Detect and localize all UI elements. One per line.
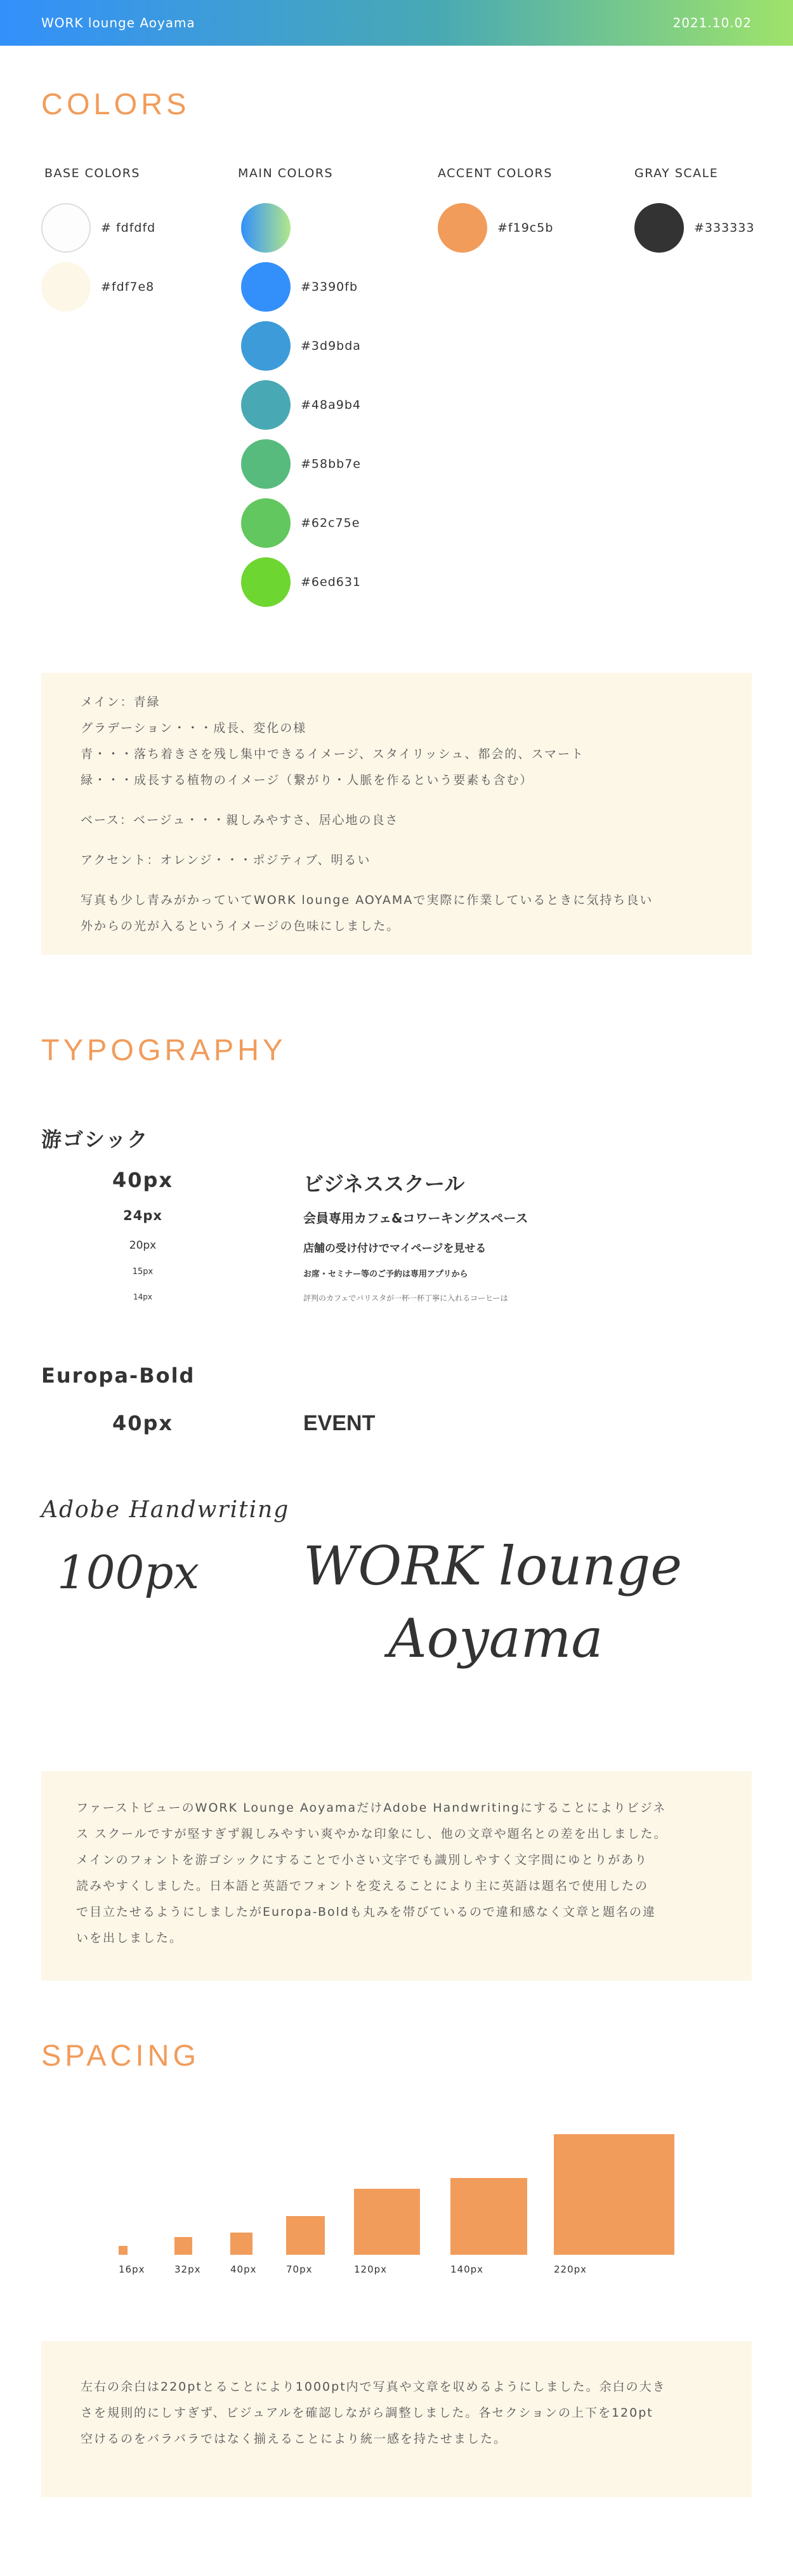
note-line: 緑・・・成長する植物のイメージ（繋がり・人脈を作るという要素も含む） [81,773,534,787]
handwriting-size-label: 100px [57,1546,200,1599]
size-label-15: 15px [132,1267,154,1277]
color-circle [241,439,291,489]
color-circle [41,262,91,312]
spacing-square-70px [286,2216,325,2255]
header-title: WORK lounge Aoyama [41,15,195,30]
spacing-square-220px [554,2134,674,2255]
color-circle [241,262,291,312]
note-line: さを規則的にしすぎず、ビジュアルを確認しながら調整しました。各セクションの上下を120pt [81,2406,653,2420]
color-circle [241,380,291,430]
color-circle [241,557,291,607]
color-hex-label: #f19c5b [497,221,554,235]
europa-sample: EVENT [303,1411,376,1435]
handwriting-sample-line1: WORK lounge [303,1535,683,1597]
main-swatch-2 [241,321,361,371]
sample-14px: 評判のカフェでバリスタが一杯一杯丁寧に入れるコーヒーは [303,1294,508,1303]
size-label-40: 40px [112,1168,174,1192]
accent-swatch [438,203,553,253]
note-line: ス スクールですが堅すぎず親しみやすい爽やかな印象にし、他の文章や題名との差を出しました。 [76,1827,667,1841]
base-swatch-1 [41,203,155,253]
spacing-label: 220px [554,2264,587,2275]
color-hex-label: #48a9b4 [301,398,361,412]
size-label-24: 24px [123,1208,162,1223]
color-hex-label: #333333 [694,221,755,235]
spacing-note-box [41,2341,752,2497]
handwriting-sample-line2: Aoyama [388,1607,603,1670]
note-line: 青・・・落ち着きさを残し集中できるイメージ、スタイリッシュ、都会的、スマート [81,747,585,761]
yu-gothic-heading: 游ゴシック [41,1127,149,1152]
size-label-14: 14px [133,1292,152,1301]
note-line: 読みやすくしました。日本語と英語でフォントを変えることにより主に英語は題名で使用したの [76,1879,649,1893]
note-line: メインのフォントを游ゴシックにすることで小さい文字でも識別しやすく文字間にゆとりがあり [76,1853,648,1867]
accent-colors-heading: ACCENT COLORS [438,166,553,180]
main-swatch-5 [241,498,360,548]
color-hex-label: #fdf7e8 [101,280,155,294]
spacing-square-120px [354,2189,420,2255]
spacing-square-16px [119,2246,128,2255]
base-colors-heading: BASE COLORS [44,166,140,180]
spacing-square-140px [450,2178,527,2255]
gray-swatch [634,203,754,253]
color-circle [438,203,487,253]
note-line: 空けるのをバラバラではなく揃えることにより統一感を持たせました。 [81,2432,508,2446]
color-note-box [41,673,752,955]
adobe-handwriting-heading: Adobe Handwriting [41,1497,290,1523]
europa-bold-heading: Europa-Bold [41,1364,195,1388]
note-line: で目立たせるようにしましたがEuropa-Boldも丸みを帯びているので違和感なく文章と題名の違 [76,1905,656,1919]
note-line: ファーストビューのWORK Lounge AoyamaだけAdobe Handwritingにすることによりビジネ [76,1801,667,1815]
typography-note-box [41,1771,752,1981]
spacing-label: 140px [450,2264,484,2275]
main-swatch-3 [241,380,361,430]
gray-scale-heading: GRAY SCALE [634,166,719,180]
top-header-bar [0,0,793,46]
sample-15px: お席・セミナー等のご予約は専用アプリから [303,1270,468,1279]
spacing-label: 120px [354,2264,388,2275]
main-gradient-swatch [241,203,291,253]
note-line: メイン：青緑 [81,695,161,709]
color-hex-label: #62c75e [301,516,360,530]
color-circle [41,203,91,253]
europa-size-label: 40px [112,1411,174,1435]
spacing-section-title: SPACING [41,2038,200,2072]
color-hex-label: # fdfdfd [101,221,156,235]
sample-24px: 会員専用カフェ&コワーキングスペース [303,1211,528,1226]
size-label-20: 20px [129,1239,157,1252]
main-swatch-1 [241,262,358,312]
color-circle [634,203,684,253]
spacing-label: 16px [119,2264,145,2275]
gradient-circle [241,203,291,253]
color-hex-label: #6ed631 [301,575,362,589]
spacing-square-32px [174,2237,192,2255]
color-hex-label: #58bb7e [301,457,361,471]
note-line: ベース：ベージュ・・・親しみやすさ、居心地の良さ [81,813,399,827]
color-hex-label: #3390fb [301,280,358,294]
note-line: 左右の余白は220ptとることにより1000pt内で写真や文章を収めるようにしました。余白の大き [81,2380,666,2394]
note-line: 写真も少し青みがかっていてWORK lounge AOYAMAで実際に作業しているときに気持ち良い [81,893,653,907]
typography-section-title: TYPOGRAPHY [41,1033,287,1066]
header-date: 2021.10.02 [672,15,752,30]
main-colors-heading: MAIN COLORS [238,166,334,180]
main-swatch-6 [241,557,361,607]
colors-section-title: COLORS [41,87,190,121]
note-line: グラデーション・・・成長、変化の様 [81,721,307,735]
spacing-square-40px [230,2233,252,2255]
spacing-label: 40px [230,2264,257,2275]
main-swatch-4 [241,439,361,489]
color-circle [241,498,291,548]
spacing-label: 70px [286,2264,313,2275]
sample-20px: 店舗の受け付けでマイページを見せる [303,1242,487,1255]
note-line: いを出しました。 [76,1931,183,1945]
color-circle [241,321,291,371]
note-line: 外からの光が入るというイメージの色味にしました。 [81,919,400,933]
base-swatch-2 [41,262,154,312]
sample-40px: ビジネススクール [303,1172,465,1196]
note-line: アクセント：オレンジ・・・ポジティブ、明るい [81,853,371,867]
spacing-label: 32px [174,2264,201,2275]
color-hex-label: #3d9bda [301,339,361,353]
